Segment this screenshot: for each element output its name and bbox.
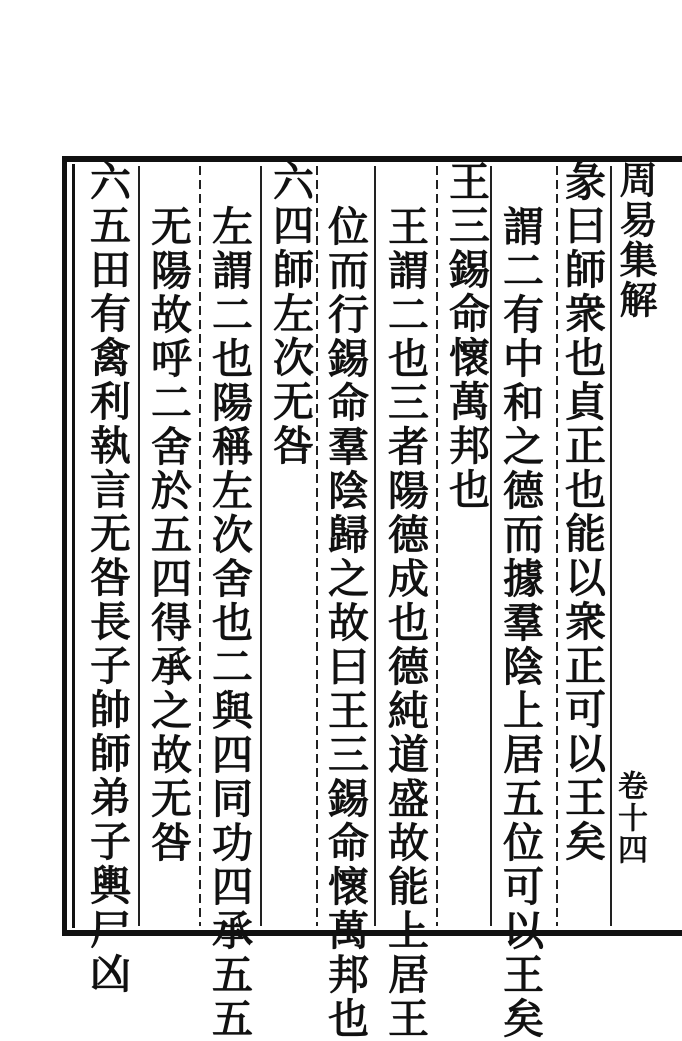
text-column: 无陽故呼二舍於五四得承之故无咎 [144, 205, 192, 865]
column-rule [199, 166, 201, 926]
column-rule [138, 166, 140, 926]
text-column: 謂二有中和之德而據羣陰上居五位可以王矣 [496, 205, 544, 1041]
text-column: 王謂二也三者陽德成也德純道盛故能上居王 [381, 205, 429, 1041]
column-rule [436, 166, 438, 926]
text-column: 左謂二也陽稱左次舍也二與四同功四承五五 [205, 205, 253, 1041]
frame-inner-rule [72, 164, 75, 928]
text-column: 六五田有禽利執言无咎長子帥師弟子輿尸凶 [83, 160, 131, 996]
column-rule [490, 166, 492, 926]
text-column: 王三錫命懷萬邦也 [442, 160, 490, 512]
column-rule [260, 166, 262, 926]
text-column: 六四師左次无咎 [266, 160, 314, 468]
margin-volume: 卷十四 [612, 770, 647, 866]
column-rule [374, 166, 376, 926]
column-rule [316, 166, 318, 926]
text-column: 彖曰師衆也貞正也能以衆正可以王矣 [558, 160, 606, 864]
margin-title: 周易集解 [613, 160, 658, 320]
text-column: 位而行錫命羣陰歸之故曰王三錫命懷萬邦也 [321, 205, 369, 1041]
